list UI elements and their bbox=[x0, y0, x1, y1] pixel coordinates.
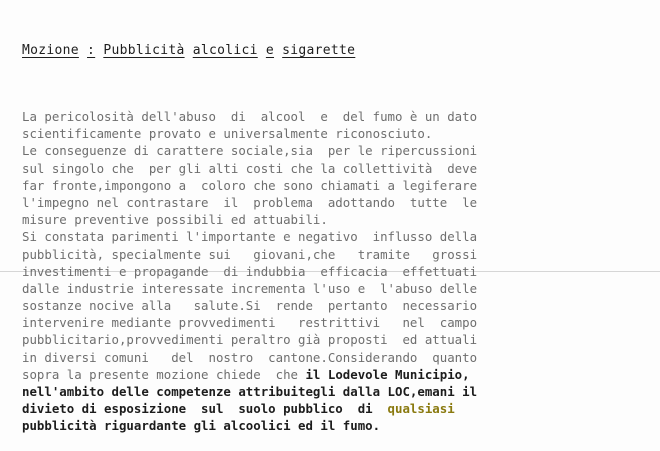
body-line: l'impegno nel contrastare il problema adottando tutte le bbox=[22, 194, 478, 210]
body-line: intervenire mediante provvedimenti restrittivi nel campo bbox=[22, 315, 478, 331]
body-line: investimenti e propagande di indubbia efficacia effettuati bbox=[22, 263, 478, 279]
body-line: misure preventive possibili ed attuabili. bbox=[22, 212, 328, 228]
body-line: sul singolo che per gli alti costi che la collettività deve bbox=[22, 160, 478, 176]
body-line: Le conseguenze di carattere sociale,sia per le ripercussioni bbox=[22, 143, 478, 159]
body-line: far fronte,impongono a coloro che sono chiamati a legiferare bbox=[22, 177, 478, 193]
body-line-bold-start: divieto di esposizione sul suolo pubblico di bbox=[22, 401, 388, 417]
body-line: sostanze nocive alla salute.Si rende pertanto necessario bbox=[22, 298, 478, 314]
body-line: scientificamente provato e universalmente riconosciuto. bbox=[22, 126, 433, 142]
body-line: pubblicitario,provvedimenti peraltro già proposti ed attuali bbox=[22, 332, 478, 348]
title-word-pubblicita: Pubblicità bbox=[103, 43, 185, 58]
body-line: in diversi comuni del nostro cantone.Considerando quanto bbox=[22, 349, 478, 365]
document-title bbox=[22, 43, 355, 58]
title-separator: : bbox=[87, 43, 96, 58]
body-line-bold: nell'ambito delle competenze attribuitegli dalla LOC,emani il bbox=[22, 384, 478, 399]
body-line-bold-with-highlight bbox=[22, 400, 637, 417]
body-line-bold-tail: il Lodevole Municipio, bbox=[298, 366, 470, 382]
body-line: pubblicità, specialmente sui giovani,che tramite grossi bbox=[22, 246, 478, 262]
body-line-start: sopra la presente mozione chiede che bbox=[22, 366, 299, 382]
body-line-mixed bbox=[22, 366, 637, 383]
body-line-bold: pubblicità riguardante gli alcoolici ed il fumo. bbox=[22, 418, 381, 434]
document-body bbox=[22, 108, 637, 435]
title-word-alcolici: alcolici bbox=[192, 43, 258, 58]
title-word-sigarette: sigarette bbox=[282, 43, 356, 58]
title-word-mozione: Mozione bbox=[22, 43, 79, 58]
body-line: dalle industrie interessate incrementa l'uso e l'abuso delle bbox=[22, 280, 478, 296]
title-word-e: e bbox=[265, 43, 275, 58]
body-line: Si constata parimenti l'importante e negativo influsso della bbox=[22, 229, 478, 245]
highlighted-word: qualsiasi bbox=[387, 401, 455, 417]
body-line: La pericolosità dell'abuso di alcool e del fumo è un dato bbox=[22, 109, 478, 124]
